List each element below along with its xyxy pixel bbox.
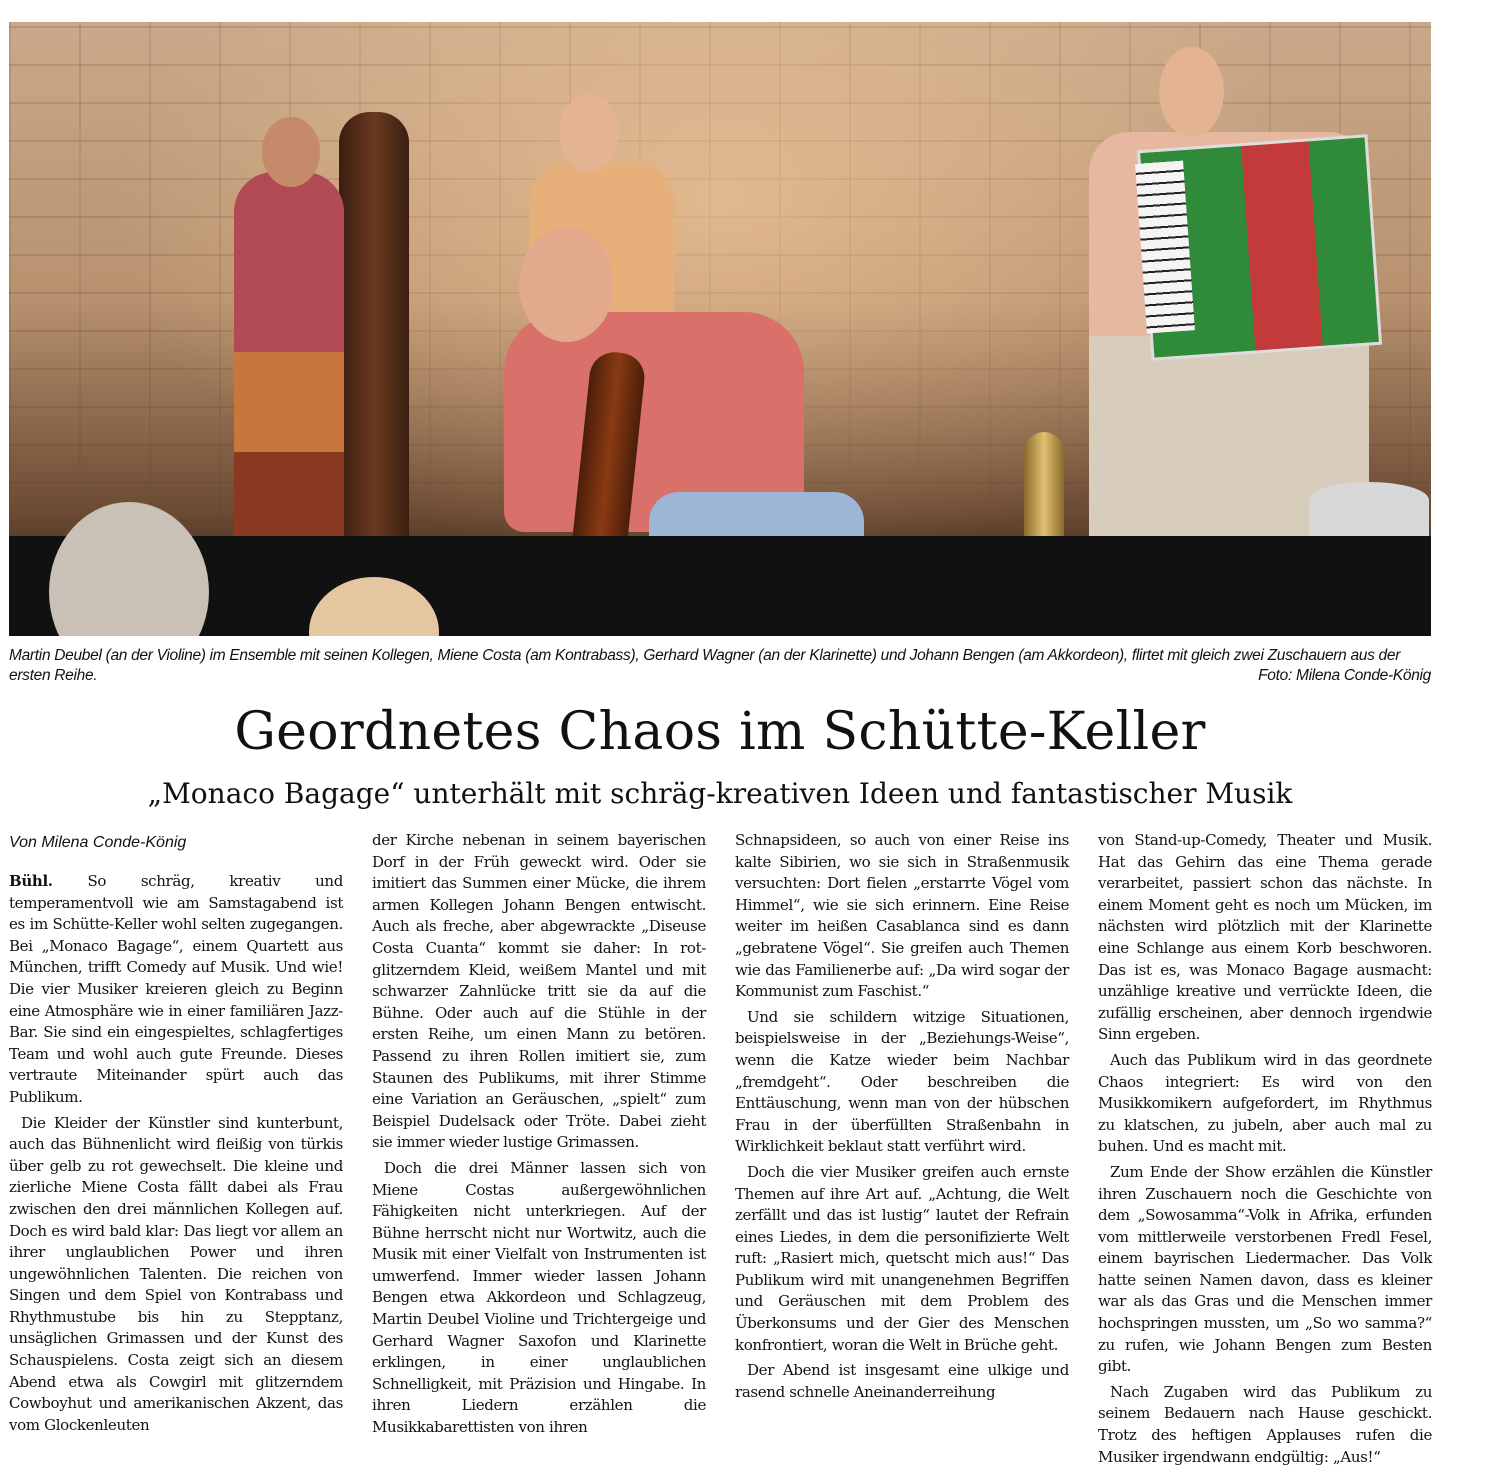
- headline: Geordnetes Chaos im Schütte-Keller: [234, 702, 1206, 762]
- subheadline: „Monaco Bagage“ unterhält mit schräg-kreativen Ideen und fantastischer Musik: [147, 777, 1293, 810]
- article-paragraph: Doch die vier Musiker greifen auch ernste Themen auf ihre Art auf. „Achtung, die Welt zerfällt und das ist lustig“ lautet der Refrain eines Liedes, in dem die personifizierte Welt ruft: „Rasiert mich, quetscht mich aus!“ Das Publikum wird mit unangenehmen Begriffen und Geräuschen mit dem Problem des Überkonsums und der Gier des Menschen konfrontiert, woran die Welt in Brüche geht.: [735, 1162, 1069, 1354]
- article-paragraph: Zum Ende der Show erzählen die Künstler ihren Zuschauern noch die Geschichte von dem „Sowosamma“-Volk in Afrika, erfunden vom mittlerweile verstorbenen Fredl Fesel, einem bayrischen Liedermacher. Das Volk hatte seinen Namen davon, dass es kleiner war als das Gras und die Menschen immer hochspringen mussten, um „So wo samma?“ zu rufen, wie Johann Bengen zum Besten gibt.: [1098, 1162, 1432, 1376]
- concert-photo: [9, 22, 1431, 636]
- accordionist-head: [1159, 47, 1224, 137]
- article-paragraph: Auch das Publikum wird in das geordnete Chaos integriert: Es wird von den Musikkomikern aufgefordert, im Rhythmus zu klatschen, zu jubeln, aber auch mal zu buhen. Und es macht mit.: [1098, 1050, 1432, 1156]
- paragraph-text: So schräg, kreativ und temperamentvoll wie am Samstagabend ist es im Schütte-Keller wohl selten zugegangen. Bei „Monaco Bagage“, einem Quartett aus München, trifft Comedy auf Musik. Und wie! Die vier Musiker kreieren gleich zu Beginn eine Atmosphäre wie in einer familiären Jazz-Bar. Sie sind ein eingespieltes, schlagfertiges Team und wohl auch gute Freunde. Dieses vertraute Miteinander spürt auch das Publikum.: [9, 872, 343, 1106]
- audience-head-left: [49, 502, 209, 636]
- article-column-3: [735, 830, 1069, 1403]
- dateline: Bühl.: [9, 872, 53, 890]
- article-paragraph: Nach Zugaben wird das Publikum zu seinem Bedauern nach Hause geschickt. Trotz des heftigen Applauses rufen die Musiker irgendwann endgültig: „Aus!“: [1098, 1382, 1432, 1466]
- caption-text: Martin Deubel (an der Violine) im Ensemble mit seinen Kollegen, Miene Costa (am Kontrabass), Gerhard Wagner (an der Klarinette) und Johann Bengen (am Akkordeon), flirtet mit gleich zwei Zuschauern aus der ersten Reihe.: [9, 647, 1401, 684]
- article-paragraph: Doch die drei Männer lassen sich von Miene Costas außergewöhnlichen Fähigkeiten nicht unterkriegen. Auf der Bühne herrscht nicht nur Wortwitz, auch die Musik mit einer Vielfalt von Instrumenten ist umwerfend. Immer wieder lassen Johann Bengen etwa Akkordeon und Schlagzeug, Martin Deubel Violine und Trichtergeige und Gerhard Wagner Saxofon und Klarinette erklingen, in einer unglaublichen Schnelligkeit, mit Präzision und Hingabe. In ihren Liedern erzählen die Musikkabarettisten von ihren: [372, 1158, 706, 1437]
- bassist-figure: [234, 172, 344, 572]
- photo-credit: Foto: Milena Conde-König: [1258, 667, 1431, 684]
- article-paragraph: Schnapsideen, so auch von einer Reise ins kalte Sibirien, wo sie sich in Straßenmusik versuchten: Dort fielen „erstarrte Vögel vom Himmel“, wie sie sich erinnern. Eine Reise weiter im heißen Casablanca sind es dann „gebratene Vögel“. Sie greifen auch Themen wie das Familienerbe auf: „Da wird sogar der Kommunist zum Faschist.“: [735, 831, 1069, 1001]
- article-column-4: [1098, 830, 1432, 1468]
- article-column-2: [372, 830, 706, 1439]
- double-bass: [339, 112, 409, 572]
- article-paragraph: der Kirche nebenan in seinem bayerischen Dorf in der Früh geweckt wird. Oder sie imitiert das Summen einer Mücke, die ihrem armen Kollegen Johann Bengen entwischt. Auch als freche, aber abgewrackte „Diseuse Costa Cuanta“ kommt sie daher: In rot-glitzerndem Kleid, weißem Mantel und mit schwarzer Zahnlücke tritt sie da auf die Bühne. Oder auch auf die Stühle in der ersten Reihe, um einen Mann zu betören. Passend zu ihren Rollen imitiert sie, zum Staunen des Publikums, mit ihrer Stimme eine Variation an Geräuschen, „spielt“ zum Beispiel Dudelsack oder Tröte. Dabei zieht sie immer wieder lustige Grimassen.: [372, 831, 706, 1152]
- bassist-head: [262, 117, 320, 187]
- stage-floor: [9, 536, 1431, 636]
- photo-caption: [9, 646, 1431, 686]
- article-column-1: [9, 871, 343, 1436]
- byline: Von Milena Conde-König: [9, 834, 187, 851]
- violinist-head: [519, 227, 614, 342]
- clarinetist-head: [559, 94, 619, 172]
- article-paragraph: von Stand-up-Comedy, Theater und Musik. Hat das Gehirn das eine Thema gerade verarbeitet, passiert schon das nächste. In einem Moment geht es noch um Mücken, im nächsten wird plötzlich mit der Klarinette eine Schlange aus einem Korb beschworen. Das ist es, was Monaco Bagage ausmacht: unzählige kreative und verrückte Ideen, die zufällig erscheinen, aber dennoch irgendwie Sinn ergeben.: [1098, 831, 1432, 1044]
- article-paragraph: [9, 871, 343, 1109]
- article-paragraph: Die Kleider der Künstler sind kunterbunt, auch das Bühnenlicht wird fleißig von türkis über gelb zu rot gewechselt. Die kleine und zierliche Miene Costa fällt dabei als Frau zwischen den drei männlichen Kollegen auf. Doch es wird bald klar: Das liegt vor allem an ihrer unglaublichen Power und ihren ungewöhnlichen Talenten. Die reichen von Singen und dem Spiel von Kontrabass und Rhythmustube bis hin zu Stepptanz, unsäglichen Grimassen und der Kunst des Schauspielens. Costa zeigt sich an diesem Abend etwa als Cowgirl mit glitzerndem Cowboyhut und amerikanischen Akzent, das vom Glockenleuten: [9, 1113, 343, 1434]
- article-paragraph: Der Abend ist insgesamt eine ulkige und rasend schnelle Aneinanderreihung: [735, 1361, 1069, 1401]
- article-paragraph: Und sie schildern witzige Situationen, beispielsweise in der „Beziehungs-Weise“, wenn die Katze wieder beim Nachbar „fremdgeht“. Oder beschreiben die Enttäuschung, wenn man von der hübschen Frau in der überfüllten Straßenbahn in Wirklichkeit beklaut statt verführt wird.: [735, 1007, 1069, 1156]
